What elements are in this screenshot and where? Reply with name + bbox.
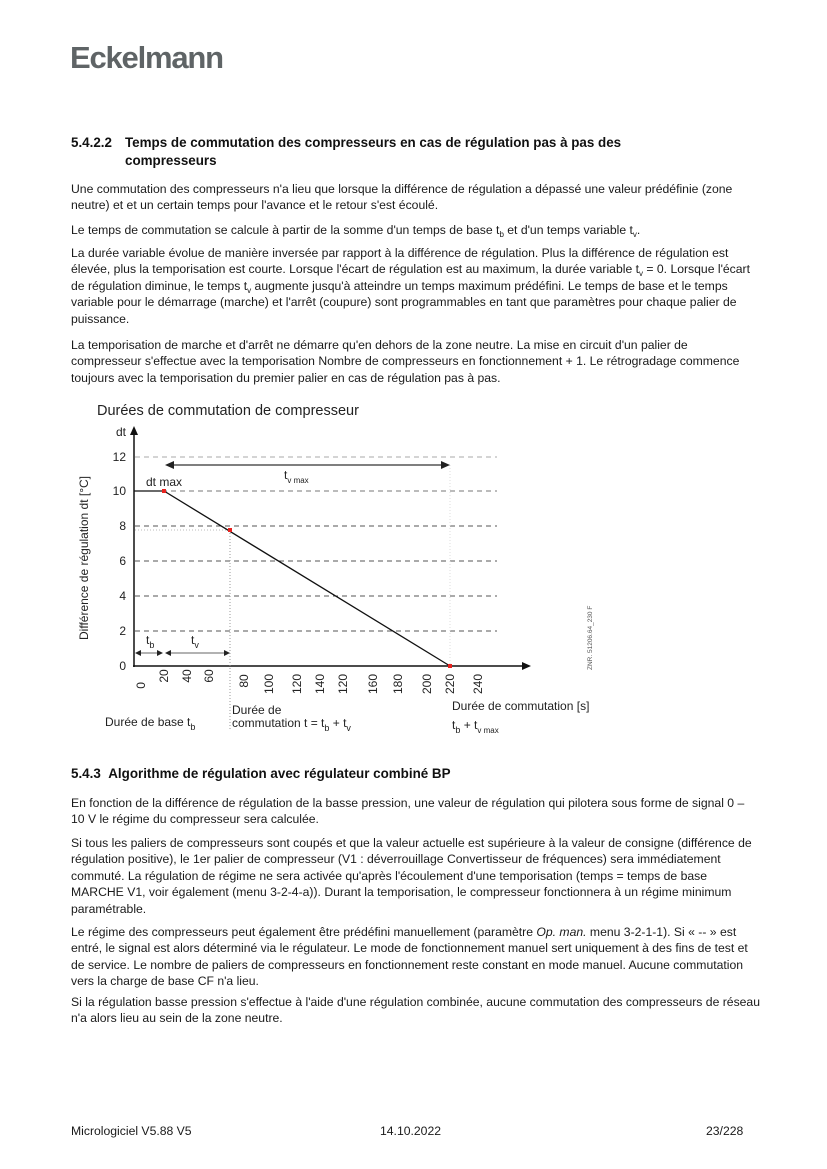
paragraph-bp-intro: En fonction de la différence de régulation de la basse pression, une valeur de régulation qui pilotera sous forme de signal 0 – 10 V le régime du compresseur sera calculée. bbox=[71, 796, 745, 827]
arrow-left-icon bbox=[135, 650, 141, 656]
x-tick: 100 bbox=[262, 673, 276, 695]
gridlines bbox=[135, 457, 497, 631]
arrow-right-icon bbox=[441, 461, 450, 469]
text-span: La durée variable évolue de manière inversée par rapport à la différence de régulation. Plus la différence de régulation est élevée, plus la temporisation est courte. Lorsque l'écart de régulation est au maximum, la durée variable t bbox=[71, 246, 729, 277]
subscript: v bbox=[639, 269, 643, 279]
footer-firmware: Micrologiciel V5.88 V5 bbox=[71, 1124, 192, 1138]
text-span: et d'un temps variable t bbox=[503, 223, 633, 237]
footer-date: 14.10.2022 bbox=[380, 1124, 441, 1138]
arrow-right-icon bbox=[157, 650, 163, 656]
text-span: menu 3-2-1-1). Si « -- » est entré, le signal est alors déterminé via le régulateur. Le mode de fonctionnement manuel sert uniquement à des fins de test et de service. Le nombre de paliers de compresseurs en fonctionnement reste constant en mode manuel. Aucune commutation vers la charge de base CF n'a lieu. bbox=[71, 925, 748, 989]
text-span: . bbox=[636, 223, 641, 237]
max-sub1: b bbox=[455, 725, 461, 735]
x-tick: 40 bbox=[180, 669, 194, 683]
x-axis-arrow-icon bbox=[522, 662, 531, 670]
section-title: Algorithme de régulation avec régulateur combiné BP bbox=[108, 766, 451, 781]
x-tick: 140 bbox=[313, 673, 327, 695]
tv-max-label bbox=[284, 468, 309, 485]
x-tick: 200 bbox=[420, 673, 434, 695]
y-tick: 0 bbox=[119, 659, 126, 673]
tv-label bbox=[191, 633, 199, 650]
x-tick: 120 bbox=[290, 673, 304, 695]
paragraph-intro: Une commutation des compresseurs n'a lieu que lorsque la différence de régulation a dépassé une valeur prédéfinie (zone neutre) et et un certain temps pour l'avance et le retour s'est écoulé. bbox=[71, 182, 733, 213]
y-axis-arrow-icon bbox=[130, 426, 138, 435]
paragraph-bp-stages: Si tous les paliers de compresseurs sont coupés et que la valeur actuelle est supérieure à la valeur de consigne (différence de régulation positive), le 1er palier de compresseur (V1 : déverrouillage Convertisseur de fréquences) sera immédiatement commuté. La régulation de régime ne sera activée qu'après l'écoulement d'une temporisation (temps = temps de base MARCHE V1, voir également (menu 3-2-4-a)). Durant la temporisation, le compresseur fonctionnera à un régime minimum paramétrable. bbox=[71, 836, 752, 916]
point-current bbox=[228, 528, 232, 532]
tv-max-t: t bbox=[284, 468, 288, 482]
text-span: augmente jusqu'à atteindre un temps maximum prédéfini. Le temps de base et le temps variable pour le démarrage (marche) et l'arrêt (coupure) sont programmables en tant que paramètres pour chaque palier de puissance. bbox=[71, 278, 737, 326]
y-tick: 6 bbox=[119, 554, 126, 568]
x-tick: 120 bbox=[336, 673, 350, 695]
switch-time-sub1: b bbox=[324, 723, 330, 733]
paragraph-bp-combined: Si la régulation basse pression s'effectue à l'aide d'une régulation combinée, aucune commutation des compresseurs de réseau n'a alors lieu au sein de la zone neutre. bbox=[71, 995, 760, 1026]
data-line bbox=[134, 491, 450, 666]
subscript: v bbox=[247, 285, 252, 295]
tb-t: t bbox=[146, 633, 150, 647]
y-axis-label: Différence de régulation dt [°C] bbox=[77, 475, 91, 640]
x-tick: 180 bbox=[391, 673, 405, 695]
max-plus: + t bbox=[460, 718, 478, 732]
section-number: 5.4.2.2 bbox=[71, 135, 112, 150]
y-tick: 2 bbox=[119, 624, 126, 638]
switch-time-plus: + t bbox=[329, 716, 347, 730]
chart-title: Durées de commutation de compresseur bbox=[97, 403, 359, 419]
footer-page-number: 23/228 bbox=[706, 1124, 744, 1138]
paragraph-timing: La temporisation de marche et d'arrêt ne démarre qu'en dehors de la zone neutre. La mise en circuit d'un palier de compresseur s'effectue avec la temporisation Nombre de compresseurs en fonctionnement + 1. Le rétrogradage commence toujours avec la temporisation du premier palier en cas de régulation pas à pas. bbox=[71, 338, 740, 385]
arrow-left-icon bbox=[165, 650, 171, 656]
param-name: Op. man. bbox=[536, 925, 587, 939]
section-number: 5.4.3 bbox=[71, 766, 101, 781]
x-tick-labels bbox=[134, 669, 485, 694]
x-tick: 0 bbox=[134, 682, 148, 689]
y-tick: 8 bbox=[119, 519, 126, 533]
max-t: t bbox=[452, 718, 456, 732]
x-tick: 80 bbox=[237, 674, 251, 688]
y-tick: 12 bbox=[112, 450, 126, 464]
x-tick: 20 bbox=[157, 669, 171, 683]
tv-sub: v bbox=[194, 640, 199, 650]
paragraph-bp-manual bbox=[71, 924, 761, 990]
point-dt-max bbox=[162, 489, 166, 493]
x-tick: 160 bbox=[366, 673, 380, 695]
dt-max-label: dt max bbox=[146, 475, 183, 489]
arrow-right-icon bbox=[224, 650, 230, 656]
x-axis-label: Durée de commutation [s] bbox=[452, 699, 590, 713]
x-tick: 60 bbox=[202, 669, 216, 683]
switch-time-line2 bbox=[232, 716, 351, 733]
tb-label bbox=[146, 633, 154, 650]
base-time-label bbox=[105, 715, 195, 732]
base-time-text: Durée de base t bbox=[105, 715, 191, 729]
section-heading-5-4-3 bbox=[71, 765, 451, 783]
max-sub2: v max bbox=[477, 726, 499, 735]
company-logo: Eckelmann bbox=[70, 40, 223, 75]
tv-max-sub: v max bbox=[287, 476, 309, 485]
y-tick: 4 bbox=[119, 589, 126, 603]
base-time-sub: b bbox=[190, 722, 196, 732]
figure-reference: ZNR. 51206.64_230 F bbox=[587, 605, 594, 670]
text-span: Le régime des compresseurs peut également être prédéfini manuellement (paramètre bbox=[71, 925, 537, 939]
text-span: Le temps de commutation se calcule à partir de la somme d'un temps de base t bbox=[71, 223, 500, 237]
section-title-line1: Temps de commutation des compresseurs en cas de régulation pas à pas des bbox=[125, 135, 622, 150]
max-time-label bbox=[452, 718, 499, 735]
switch-time-sub2: v bbox=[346, 723, 351, 733]
y-tick-labels bbox=[113, 450, 127, 673]
y-tick: 10 bbox=[112, 484, 126, 498]
y-axis-top-label: dt bbox=[116, 425, 127, 439]
switch-time-text: commutation t = t bbox=[232, 716, 325, 730]
subscript: v bbox=[632, 230, 637, 239]
point-tv-max bbox=[448, 664, 452, 668]
x-tick: 220 bbox=[443, 673, 457, 695]
text-span: = 0. Lorsque l'écart de régulation diminue, le temps t bbox=[71, 262, 750, 293]
tb-sub: b bbox=[149, 640, 155, 650]
x-tick: 240 bbox=[471, 673, 485, 695]
tv-t: t bbox=[191, 633, 195, 647]
subscript: b bbox=[499, 230, 504, 239]
arrow-left-icon bbox=[165, 461, 174, 469]
section-title-line2: compresseurs bbox=[125, 153, 217, 168]
switch-time-line1: Durée de bbox=[232, 703, 282, 717]
